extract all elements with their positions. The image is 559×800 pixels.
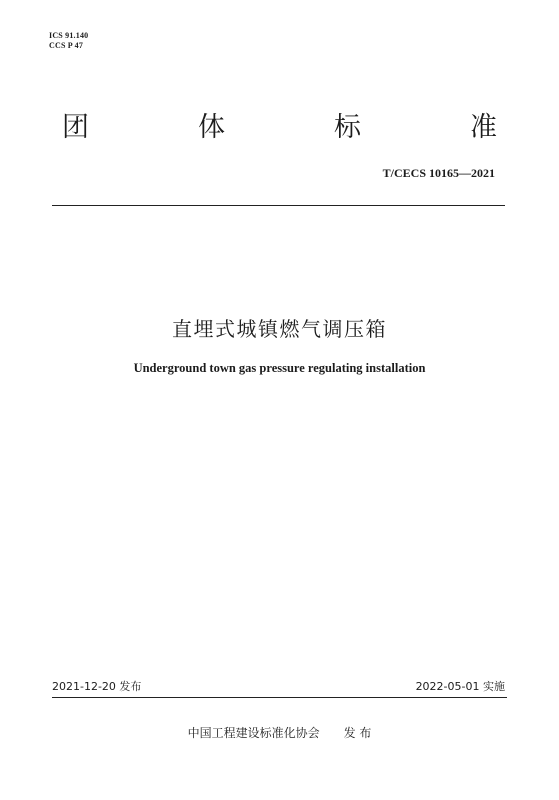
standard-number: T/CECS 10165—2021 [382, 166, 495, 180]
publisher-name: 中国工程建设标准化协会 [187, 726, 320, 740]
implementation-date: 2022-05-01 实施 [415, 680, 505, 693]
publish-action: 发 布 [343, 726, 372, 740]
title-chinese: 直埋式城镇燃气调压箱 [172, 317, 387, 341]
classification-codes [49, 31, 88, 51]
category-char: 准 [470, 112, 497, 143]
ics-code: ICS 91.140 [49, 31, 89, 40]
ccs-code: CCS P 47 [49, 41, 84, 50]
header-divider [52, 205, 505, 206]
category-char: 体 [198, 112, 225, 143]
category-char: 标 [334, 112, 361, 143]
publisher-line [0, 724, 559, 741]
title-english: Underground town gas pressure regulating installation [133, 361, 426, 375]
footer-divider [52, 697, 507, 698]
category-char: 团 [62, 112, 89, 143]
standard-category-title [62, 112, 497, 144]
issue-date: 2021-12-20 发布 [52, 680, 142, 693]
